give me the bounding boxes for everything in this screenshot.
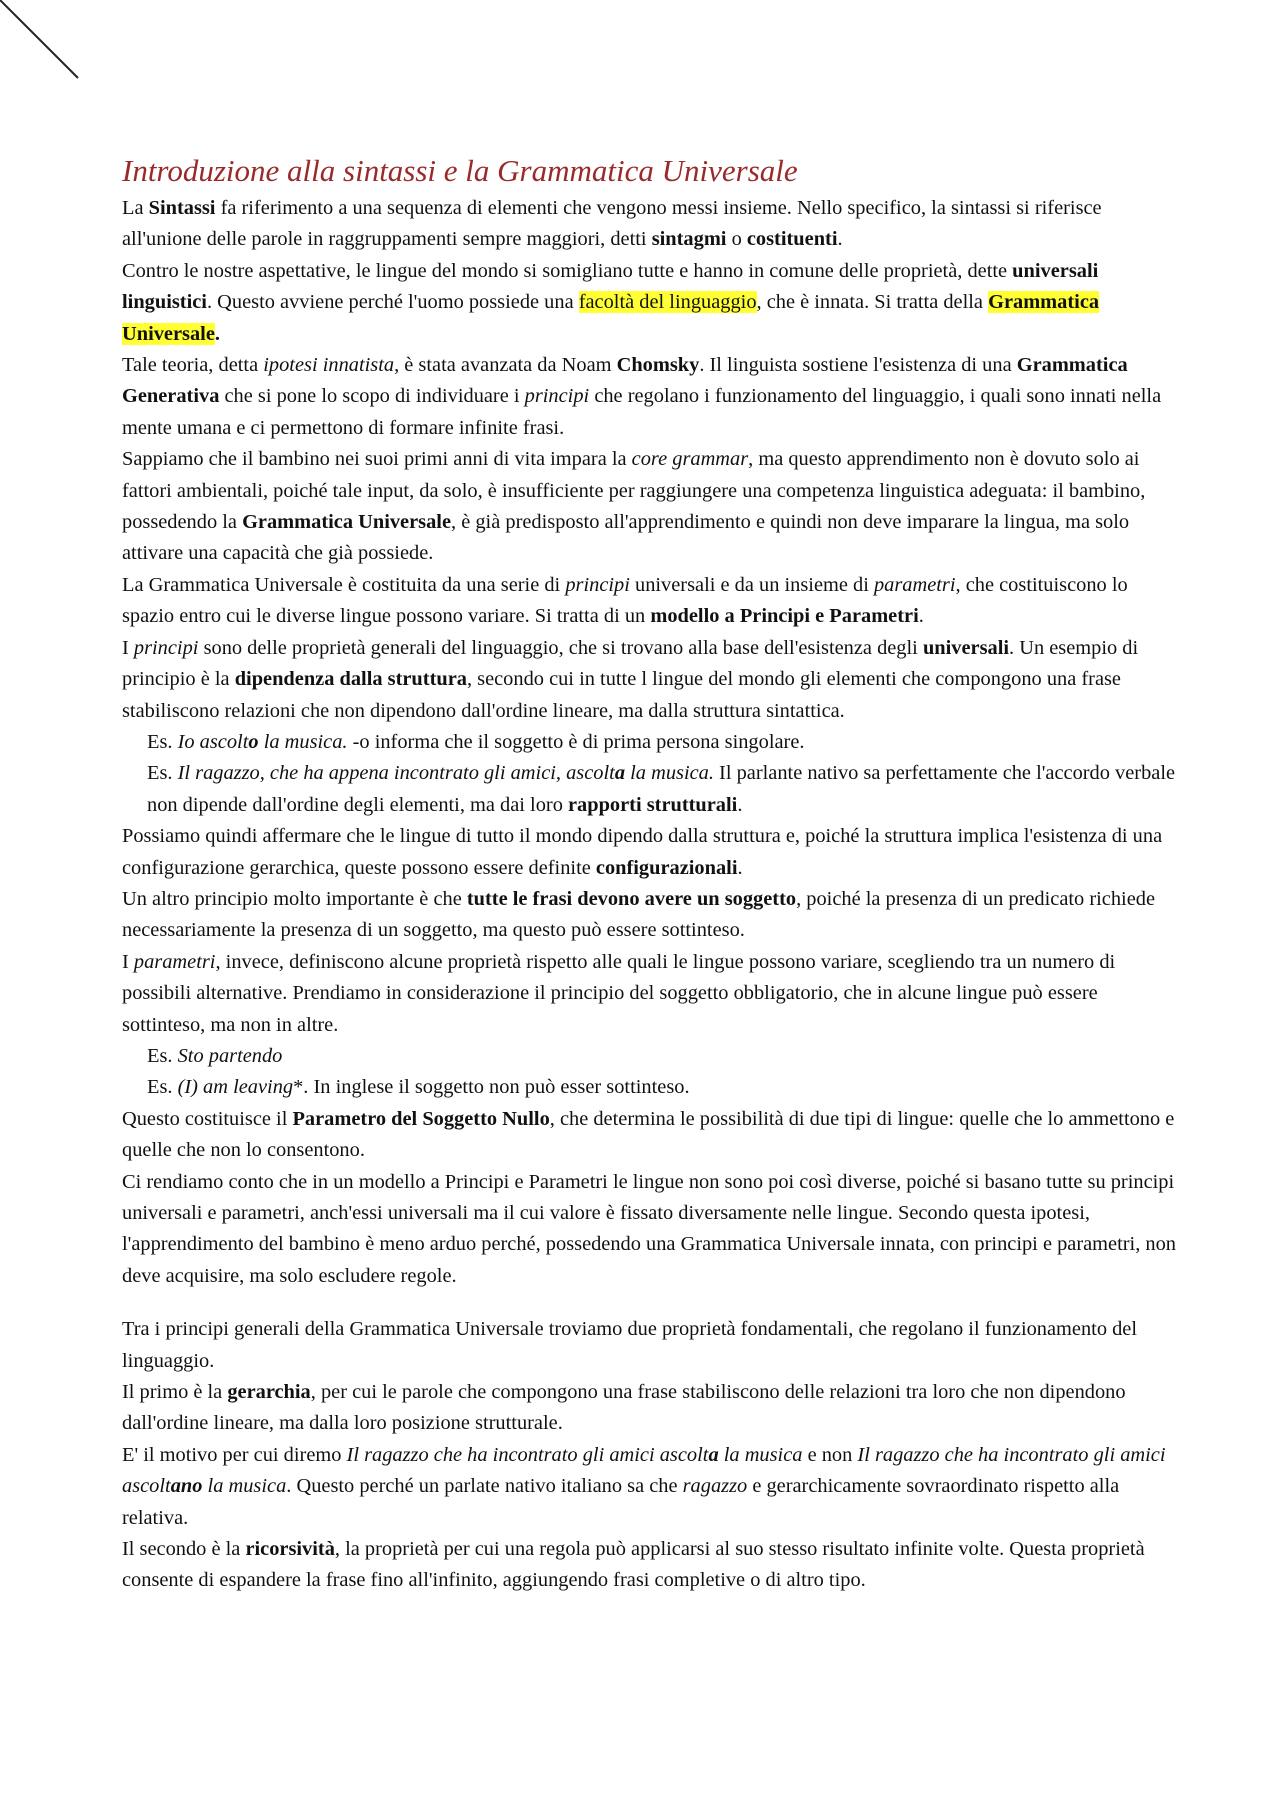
- paragraph-ricorsivita: [122, 1534, 1177, 1597]
- text-run: .: [837, 228, 843, 251]
- text-run: Sappiamo che il bambino nei suoi primi anni di vita impara la: [122, 448, 632, 471]
- text-run: La: [122, 197, 149, 219]
- text-run: ragazzo: [682, 1475, 748, 1498]
- text-run: Il ragazzo che ha incontrato gli amici ascolt: [122, 1443, 1166, 1498]
- text-run: la musica: [718, 1443, 803, 1466]
- text-run: universali linguistici: [122, 259, 1099, 314]
- paragraph-principi-parametri: [122, 570, 1177, 633]
- example-i-am-leaving: [122, 1072, 1177, 1103]
- text-run: .: [737, 856, 743, 879]
- text-run: , che costituiscono lo spazio entro cui le diverse lingue possono variare. Si tratta di un: [122, 573, 1128, 628]
- text-run: Io ascolt: [177, 730, 249, 753]
- paragraph-soggetto-nullo: [122, 1104, 1177, 1167]
- text-run: Grammatica Universale: [122, 291, 1100, 345]
- text-run: fa riferimento a una sequenza di elementi che vengono messi insieme. Nello specifico, la sintassi si riferisce all'unione delle parole in raggruppamenti sempre maggiori, detti: [122, 197, 1102, 251]
- paragraph-universali: [122, 256, 1177, 350]
- text-run: . Questo perché un parlate nativo italiano sa che: [286, 1475, 683, 1498]
- text-run: Es.: [147, 762, 178, 785]
- text-run: parametri: [873, 573, 956, 596]
- paragraph-esempio-gerarchia: [122, 1440, 1177, 1534]
- text-run: Sintassi: [148, 197, 216, 219]
- text-run: Questo costituisce il: [122, 1107, 293, 1130]
- paragraph-gerarchia: [122, 1377, 1177, 1440]
- text-run: . Un esempio di principio è la: [122, 636, 1139, 691]
- text-run: parametri: [133, 950, 216, 973]
- text-run: costituenti: [746, 228, 838, 251]
- text-run: facoltà del linguaggio: [578, 291, 757, 314]
- text-run: rapporti strutturali: [568, 793, 738, 816]
- text-run: Il parlante nativo sa perfettamente che l'accordo verbale non dipende dall'ordine degli elementi, ma dai loro: [147, 762, 1176, 816]
- example-il-ragazzo: [122, 758, 1177, 821]
- paragraph-core-grammar: [122, 444, 1177, 570]
- text-run: , che determina le possibilità di due tipi di lingue: quelle che lo ammettono e quelle che non lo consentono.: [122, 1107, 1175, 1162]
- text-run: Tale teoria, detta: [122, 354, 264, 377]
- paragraph-gap: [122, 1292, 1177, 1314]
- text-run: che si pone lo scopo di individuare i: [219, 385, 525, 408]
- paragraph-principi: [122, 633, 1177, 727]
- text-run: ricorsività: [245, 1538, 335, 1561]
- text-run: principi: [524, 385, 590, 408]
- text-run: la musica.: [625, 762, 714, 785]
- text-run: ipotesi innatista: [263, 354, 395, 377]
- text-run: modello a Principi e Parametri: [650, 605, 919, 628]
- paragraph-configurazionali: [122, 821, 1177, 884]
- text-run: . Il linguista sostiene l'esistenza di una: [699, 354, 1017, 377]
- text-run: ano: [170, 1475, 203, 1498]
- text-run: configurazionali: [595, 856, 738, 879]
- corner-slash-mark: [0, 0, 90, 90]
- text-run: Es.: [147, 1076, 178, 1099]
- document-title: Introduzione alla sintassi e la Grammatica Universale: [122, 153, 798, 188]
- text-run: Possiamo quindi affermare che le lingue di tutto il mondo dipendo dalla struttura e, poiché la struttura implica l'esistenza di una configurazione gerarchica, queste possono essere definite: [122, 825, 1163, 879]
- text-run: , per cui le parole che compongono una frase stabiliscono delle relazioni tra loro che non dipendono dall'ordine lineare, ma dalla loro posizione strutturale.: [122, 1381, 1126, 1435]
- text-run: Ci rendiamo conto che in un modello a Principi e Parametri le lingue non sono poi così diverse, poiché si basano tutte su principi universali e parametri, anch'essi universali ma il cui valore è fissato diversamente nelle lingue. Secondo questa ipotesi, l'apprendimento del bambino è meno arduo perché, possedendo una Grammatica Universale innata, con principi e parametri, non deve acquisire, ma solo escludere regole.: [122, 1170, 1176, 1287]
- text-run: universali e da un insieme di: [629, 573, 874, 596]
- text-run: principi: [565, 573, 630, 596]
- text-run: gerarchia: [227, 1381, 311, 1404]
- text-run: E' il motivo per cui diremo: [122, 1443, 347, 1466]
- text-run: a: [614, 762, 626, 785]
- text-run: Contro le nostre aspettative, le lingue del mondo si somigliano tutte e hanno in comune delle proprietà, dette: [122, 259, 1013, 282]
- text-run: Grammatica Universale: [242, 511, 452, 534]
- text-run: .: [918, 605, 924, 628]
- text-run: I: [122, 636, 134, 659]
- text-run: Il primo è la: [122, 1381, 228, 1404]
- text-run: Chomsky: [616, 354, 700, 377]
- text-run: tutte le frasi devono avere un soggetto: [466, 887, 797, 910]
- text-run: , invece, definiscono alcune proprietà rispetto alle quali le lingue possono variare, scegliendo tra un numero di possibili alternative. Prendiamo in considerazione il principio del soggetto obbligatorio, che in alcune lingue può essere sottinteso, ma non in altre.: [122, 950, 1116, 1036]
- text-run: sintagmi: [651, 228, 727, 251]
- text-run: a: [708, 1443, 719, 1466]
- text-run: la musica.: [258, 730, 348, 753]
- text-run: che regolano i funzionamento del linguaggio, i quali sono innati nella mente umana e ci permettono di formare infinite frasi.: [122, 385, 1162, 439]
- text-run: o: [726, 228, 747, 251]
- text-run: universali: [922, 636, 1010, 659]
- paragraph-parametri: [122, 947, 1177, 1041]
- text-run: dipendenza dalla struttura: [234, 668, 467, 691]
- text-run: Il secondo è la: [122, 1538, 246, 1561]
- text-run: , la proprietà per cui una regola può applicarsi al suo stesso risultato infinite volte. Questa proprietà consente di espandere la frase fino all'infinito, aggiungendo frasi completive o di altro tipo.: [122, 1538, 1145, 1592]
- text-run: , secondo cui in tutte l lingue del mondo gli elementi che compongono una frase stabiliscono relazioni che non dipendono dall'ordine lineare, ma dalla struttura sintattica.: [122, 668, 1121, 722]
- paragraph-chomsky: [122, 350, 1177, 444]
- text-run: Un altro principio molto importante è che: [122, 887, 467, 910]
- text-run: Tra i principi generali della Grammatica Universale troviamo due proprietà fondamentali, che regolano il funzionamento del linguaggio.: [122, 1318, 1138, 1372]
- text-run: , è stata avanzata da Noam: [394, 354, 617, 377]
- text-run: Grammatica Generativa: [122, 354, 1128, 408]
- text-run: *. In inglese il soggetto non può esser sottinteso.: [293, 1076, 690, 1099]
- paragraph-sintassi: [122, 193, 1177, 256]
- text-run: Parametro del Soggetto Nullo: [292, 1107, 550, 1130]
- text-run: , ma questo apprendimento non è dovuto solo ai fattori ambientali, poiché tale input, da solo, è insufficiente per raggiungere una competenza linguistica adeguata: il bambino, possedendo la: [122, 448, 1146, 534]
- text-run: Sto partendo: [177, 1044, 283, 1067]
- example-io-ascolto: [122, 727, 1177, 758]
- text-run: Il ragazzo che ha incontrato gli amici ascolt: [346, 1443, 709, 1466]
- paragraph-conclusione: [122, 1167, 1177, 1293]
- text-run: e non: [802, 1443, 858, 1466]
- text-run: I: [122, 950, 134, 973]
- text-run: o: [248, 730, 259, 753]
- paragraph-soggetto: [122, 884, 1177, 947]
- text-run: .: [214, 322, 220, 345]
- document-page: [122, 150, 1177, 1597]
- paragraph-proprieta: [122, 1314, 1177, 1377]
- text-run: , che è innata. Si tratta della: [756, 291, 989, 314]
- text-run: . Questo avviene perché l'uomo possiede una: [206, 291, 579, 314]
- text-run: -o informa che il soggetto è di prima persona singolare.: [347, 730, 805, 753]
- text-run: Es.: [147, 1044, 178, 1067]
- text-run: core grammar: [631, 448, 749, 471]
- text-run: la musica: [202, 1475, 287, 1498]
- text-run: , è già predisposto all'apprendimento e quindi non deve imparare la lingua, ma solo attivare una capacità che già possiede.: [122, 511, 1130, 565]
- text-run: , poiché la presenza di un predicato richiede necessariamente la presenza di un soggetto, ma questo può essere sottinteso.: [122, 887, 1156, 942]
- text-run: (I) am leaving: [177, 1076, 294, 1099]
- example-sto-partendo: [122, 1041, 1177, 1072]
- text-run: Es.: [147, 730, 178, 753]
- text-run: Il ragazzo, che ha appena incontrato gli amici, ascolt: [177, 762, 615, 785]
- text-run: sono delle proprietà generali del linguaggio, che si trovano alla base dell'esistenza degli: [198, 636, 923, 659]
- text-run: .: [737, 793, 743, 816]
- text-run: principi: [133, 636, 199, 659]
- text-run: e gerarchicamente sovraordinato rispetto alla relativa.: [122, 1475, 1120, 1529]
- text-run: La Grammatica Universale è costituita da una serie di: [122, 573, 566, 596]
